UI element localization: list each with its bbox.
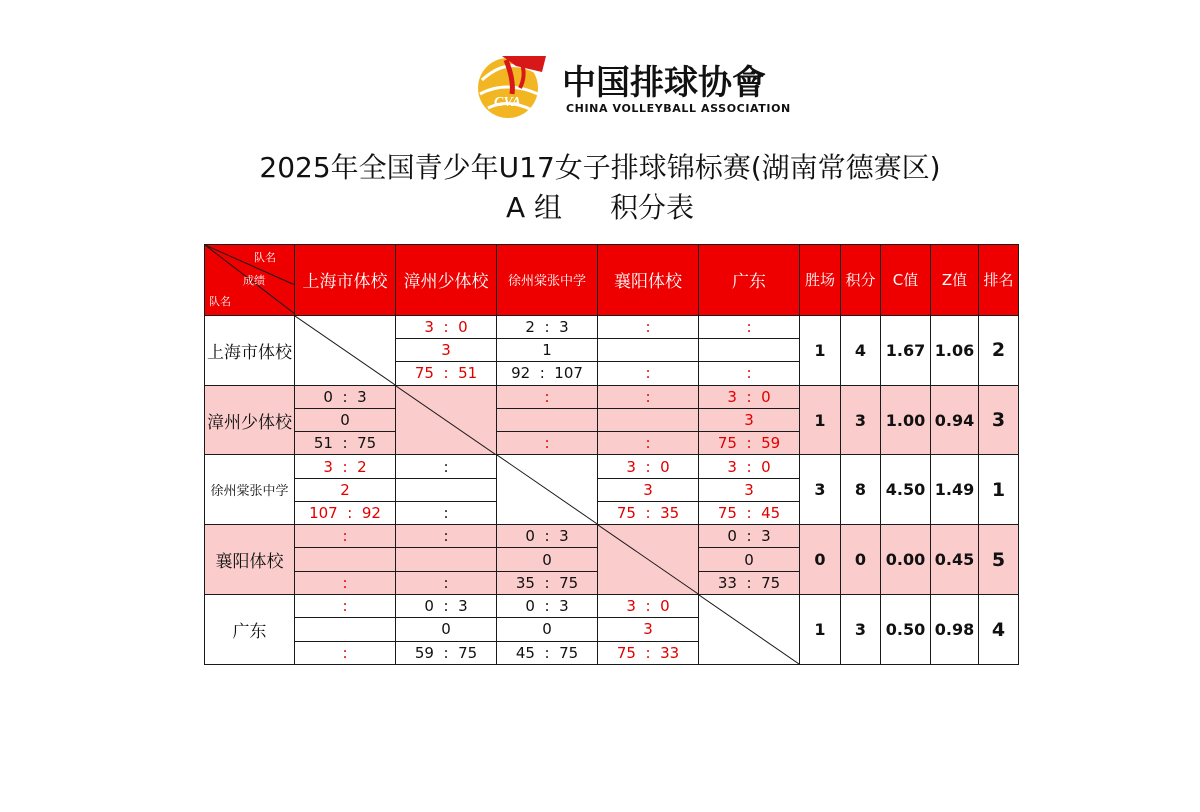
team-c-value: 1.00 (881, 385, 931, 455)
score-away: 75 (458, 643, 478, 662)
match-points: 1 (497, 339, 598, 362)
col-team-2: 徐州棠张中学 (497, 245, 598, 316)
match-score (295, 641, 396, 664)
sets-home: 0 (727, 527, 737, 546)
team-wins: 1 (800, 595, 841, 665)
score-separator: : (635, 504, 661, 523)
sets-away: 3 (559, 527, 569, 546)
team-row-line (205, 455, 1019, 478)
score-separator: : (635, 364, 661, 383)
team-wins: 1 (800, 315, 841, 385)
match-score (598, 432, 699, 455)
team-wins: 3 (800, 455, 841, 525)
score-home: 75 (616, 504, 636, 523)
score-away: 51 (458, 364, 478, 383)
match-score (598, 362, 699, 385)
score-home: 75 (717, 434, 737, 453)
match-sets (295, 525, 396, 548)
col-team-3: 襄阳体校 (598, 245, 699, 316)
team-wins: 0 (800, 525, 841, 595)
col-team-0: 上海市体校 (295, 245, 396, 316)
score-separator: : (433, 317, 459, 336)
score-home: 75 (717, 504, 737, 523)
diagonal-line (396, 386, 496, 455)
self-match-cell (699, 595, 800, 665)
team-c-value: 0.50 (881, 595, 931, 665)
match-sets (699, 525, 800, 548)
col-z-value: Z值 (931, 245, 979, 316)
sets-away: 0 (761, 457, 771, 476)
score-away: 92 (361, 504, 381, 523)
match-score (497, 641, 598, 664)
score-separator: : (332, 597, 358, 616)
score-separator: : (534, 527, 560, 546)
score-separator: : (433, 643, 459, 662)
score-home: 33 (717, 573, 737, 592)
score-separator: : (530, 364, 555, 383)
team-points: 3 (841, 595, 881, 665)
score-separator: : (635, 457, 661, 476)
match-score (699, 501, 800, 524)
match-score (699, 362, 800, 385)
sets-away: 0 (458, 317, 468, 336)
match-score (598, 501, 699, 524)
score-separator: : (433, 457, 459, 476)
match-points (598, 339, 699, 362)
score-separator: : (337, 504, 362, 523)
match-sets (497, 315, 598, 338)
team-rank: 4 (979, 595, 1019, 665)
page-subtitle (0, 186, 1200, 226)
score-separator: : (736, 387, 762, 406)
team-rank: 5 (979, 525, 1019, 595)
sets-away: 0 (761, 387, 771, 406)
score-separator: : (332, 457, 358, 476)
score-separator: : (635, 387, 661, 406)
diagonal-line (497, 455, 597, 524)
match-sets (396, 595, 497, 618)
team-z-value: 0.45 (931, 525, 979, 595)
score-away: 75 (559, 643, 579, 662)
team-z-value: 1.06 (931, 315, 979, 385)
match-points (396, 478, 497, 501)
sets-away: 3 (559, 317, 569, 336)
match-points: 0 (396, 618, 497, 641)
score-away: 107 (554, 364, 583, 383)
standings-table (204, 244, 1019, 665)
match-sets (699, 315, 800, 338)
match-points: 0 (699, 548, 800, 571)
team-points: 3 (841, 385, 881, 455)
team-rank: 3 (979, 385, 1019, 455)
team-z-value: 0.98 (931, 595, 979, 665)
match-sets (396, 525, 497, 548)
score-separator: : (534, 573, 560, 592)
match-points: 3 (699, 478, 800, 501)
match-score (295, 432, 396, 455)
score-home: 92 (511, 364, 531, 383)
match-sets (699, 385, 800, 408)
score-away: 35 (660, 504, 680, 523)
corner-result: 成绩 (243, 274, 265, 287)
match-points (396, 548, 497, 571)
match-score (396, 362, 497, 385)
score-separator: : (433, 597, 459, 616)
match-sets (699, 455, 800, 478)
match-score (497, 432, 598, 455)
score-home: 35 (515, 573, 535, 592)
svg-text:CVA: CVA (494, 95, 521, 110)
sets-home: 0 (525, 597, 535, 616)
score-separator: : (635, 434, 661, 453)
team-points: 4 (841, 315, 881, 385)
match-score (497, 571, 598, 594)
sets-away: 3 (458, 597, 468, 616)
score-separator: : (534, 317, 560, 336)
score-separator: : (534, 434, 560, 453)
match-score (295, 571, 396, 594)
match-score (497, 362, 598, 385)
score-away: 33 (660, 643, 680, 662)
sets-home: 0 (525, 527, 535, 546)
score-away: 59 (761, 434, 781, 453)
sets-away: 0 (660, 457, 670, 476)
match-points: 2 (295, 478, 396, 501)
score-separator: : (635, 317, 661, 336)
col-points: 积分 (841, 245, 881, 316)
group-label: A 组 (505, 191, 563, 224)
sets-away: 3 (559, 597, 569, 616)
match-points (699, 339, 800, 362)
sets-home: 3 (323, 457, 333, 476)
score-home: 51 (313, 434, 333, 453)
diagonal-line (598, 525, 698, 594)
match-score (396, 571, 497, 594)
score-separator: : (635, 643, 661, 662)
score-away: 75 (357, 434, 377, 453)
match-sets (598, 315, 699, 338)
match-sets (598, 385, 699, 408)
match-score (699, 432, 800, 455)
score-separator: : (736, 527, 762, 546)
match-points (295, 548, 396, 571)
header-row (205, 245, 1019, 316)
team-c-value: 0.00 (881, 525, 931, 595)
diagonal-line (699, 595, 799, 664)
sets-home: 3 (727, 387, 737, 406)
corner-header (205, 245, 295, 316)
match-points (598, 408, 699, 431)
score-separator: : (332, 643, 358, 662)
sets-home: 3 (626, 597, 636, 616)
match-points: 3 (598, 618, 699, 641)
self-match-cell (396, 385, 497, 455)
score-home: 59 (414, 643, 434, 662)
match-sets (396, 455, 497, 478)
score-separator: : (433, 504, 459, 523)
match-sets (295, 595, 396, 618)
diagonal-line (295, 316, 395, 385)
sets-away: 2 (357, 457, 367, 476)
page-title: 2025年全国青少年U17女子排球锦标赛(湖南常德赛区) (259, 151, 941, 184)
score-home: 45 (515, 643, 535, 662)
match-points: 0 (497, 618, 598, 641)
match-sets (598, 595, 699, 618)
row-team-name: 上海市体校 (205, 315, 295, 385)
row-team-name: 广东 (205, 595, 295, 665)
match-score (598, 641, 699, 664)
score-home: 107 (309, 504, 338, 523)
team-row-line (205, 525, 1019, 548)
team-points: 0 (841, 525, 881, 595)
corner-team-top: 队名 (254, 251, 276, 264)
match-points (295, 618, 396, 641)
team-z-value: 0.94 (931, 385, 979, 455)
score-separator: : (736, 364, 762, 383)
match-sets (497, 595, 598, 618)
match-points: 0 (497, 548, 598, 571)
match-score (295, 501, 396, 524)
score-away: 75 (761, 573, 781, 592)
score-home: 75 (616, 643, 636, 662)
sets-away: 0 (660, 597, 670, 616)
score-separator: : (534, 597, 560, 616)
row-team-name: 襄阳体校 (205, 525, 295, 595)
match-points (497, 408, 598, 431)
match-points: 0 (295, 408, 396, 431)
score-separator: : (736, 504, 762, 523)
sets-home: 0 (323, 387, 333, 406)
score-separator: : (534, 387, 560, 406)
sets-home: 3 (727, 457, 737, 476)
logo-english-name: CHINA VOLLEYBALL ASSOCIATION (566, 102, 791, 115)
sets-home: 3 (626, 457, 636, 476)
score-separator: : (736, 457, 762, 476)
team-row-line (205, 385, 1019, 408)
score-separator: : (433, 573, 459, 592)
score-separator: : (635, 597, 661, 616)
self-match-cell (497, 455, 598, 525)
team-c-value: 1.67 (881, 315, 931, 385)
match-sets (497, 525, 598, 548)
score-separator: : (433, 527, 459, 546)
row-team-name: 漳州少体校 (205, 385, 295, 455)
col-wins: 胜场 (800, 245, 841, 316)
match-score (396, 501, 497, 524)
col-team-4: 广东 (699, 245, 800, 316)
sets-home: 3 (424, 317, 434, 336)
score-separator: : (736, 434, 762, 453)
team-rank: 1 (979, 455, 1019, 525)
match-sets (295, 385, 396, 408)
match-sets (497, 385, 598, 408)
col-rank: 排名 (979, 245, 1019, 316)
match-sets (396, 315, 497, 338)
score-separator: : (332, 527, 358, 546)
table-label: 积分表 (610, 191, 695, 224)
team-rank: 2 (979, 315, 1019, 385)
team-wins: 1 (800, 385, 841, 455)
match-score (396, 641, 497, 664)
score-away: 45 (761, 504, 781, 523)
match-score (699, 571, 800, 594)
score-separator: : (736, 317, 762, 336)
team-row-line (205, 595, 1019, 618)
score-separator: : (736, 573, 762, 592)
row-team-name: 徐州棠张中学 (205, 455, 295, 525)
score-separator: : (332, 387, 358, 406)
sets-away: 3 (761, 527, 771, 546)
match-points: 3 (699, 408, 800, 431)
team-points: 8 (841, 455, 881, 525)
match-sets (598, 455, 699, 478)
sets-home: 2 (525, 317, 535, 336)
match-sets (295, 455, 396, 478)
self-match-cell (598, 525, 699, 595)
col-c-value: C值 (881, 245, 931, 316)
match-points: 3 (598, 478, 699, 501)
logo-chinese-name: 中国排球协會 (562, 63, 766, 103)
score-separator: : (433, 364, 459, 383)
score-separator: : (332, 573, 358, 592)
match-points: 3 (396, 339, 497, 362)
score-away: 75 (559, 573, 579, 592)
team-z-value: 1.49 (931, 455, 979, 525)
corner-team-left: 队名 (209, 295, 231, 308)
team-row-line (205, 315, 1019, 338)
cva-emblem-icon (472, 50, 552, 120)
score-home: 75 (414, 364, 434, 383)
col-team-1: 漳州少体校 (396, 245, 497, 316)
score-separator: : (332, 434, 358, 453)
sets-home: 0 (424, 597, 434, 616)
self-match-cell (295, 315, 396, 385)
sets-away: 3 (357, 387, 367, 406)
score-separator: : (534, 643, 560, 662)
team-c-value: 4.50 (881, 455, 931, 525)
cva-logo (472, 50, 791, 120)
